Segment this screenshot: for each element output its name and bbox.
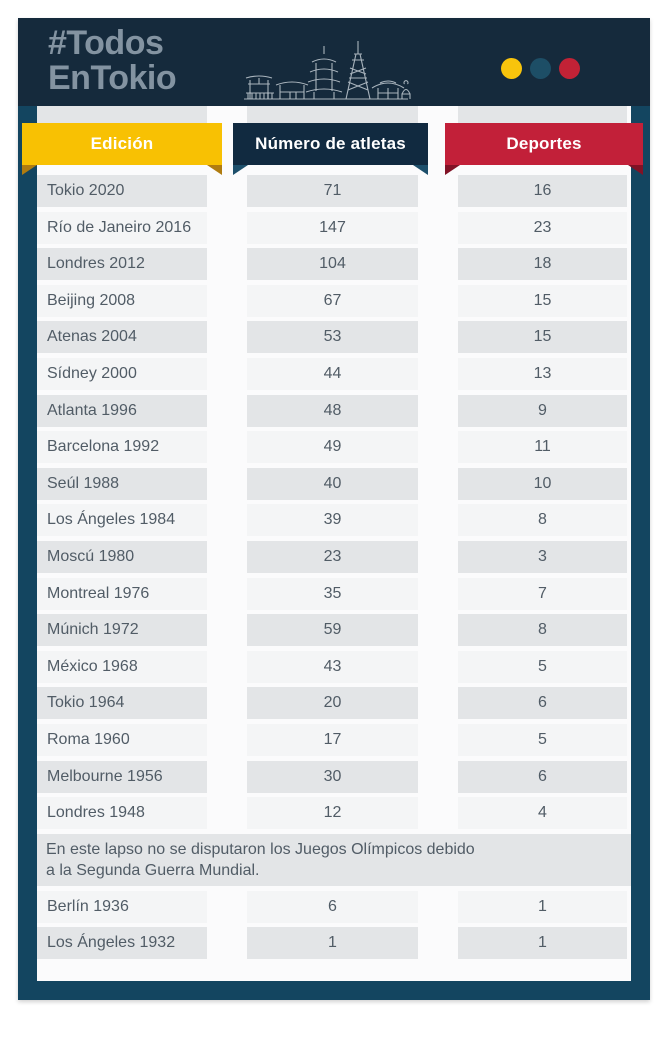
sports-cell: 7 [458,578,627,610]
ribbon-fold-icon [233,165,248,175]
table-row [37,212,631,244]
athletes-cell: 30 [247,761,418,793]
table-row [37,395,631,427]
table-row [37,687,631,719]
yellow-dot-icon [501,58,522,79]
table-row [37,541,631,573]
athletes-cell: 71 [247,175,418,207]
edition-cell: Barcelona 1992 [37,431,207,463]
title-line1: #Todos [48,24,164,62]
athletes-cell: 48 [247,395,418,427]
table-row [37,468,631,500]
ribbon-fold-icon [22,165,37,175]
sports-cell: 15 [458,321,627,353]
table-row [37,358,631,390]
sports-cell: 1 [458,891,627,923]
edition-cell: Atlanta 1996 [37,395,207,427]
table-body [37,106,631,981]
infographic-card [18,18,650,1000]
sports-cell: 16 [458,175,627,207]
sports-cell: 13 [458,358,627,390]
sports-cell: 3 [458,541,627,573]
table-row [37,614,631,646]
edition-cell: Río de Janeiro 2016 [37,212,207,244]
athletes-cell: 39 [247,504,418,536]
sports-cell: 23 [458,212,627,244]
edition-cell: Londres 2012 [37,248,207,280]
column-header-label: Edición [90,134,154,153]
column-header-edicion [22,123,222,165]
table-row [37,651,631,683]
sports-cell: 6 [458,687,627,719]
table-rows [37,175,631,964]
sports-cell: 6 [458,761,627,793]
wwii-note-row [37,834,631,886]
edition-cell: Montreal 1976 [37,578,207,610]
column-header-label: Deportes [506,134,582,153]
sports-cell: 10 [458,468,627,500]
athletes-cell: 53 [247,321,418,353]
table-row [37,891,631,923]
edition-cell: Roma 1960 [37,724,207,756]
red-dot-icon [559,58,580,79]
table-row [37,248,631,280]
column-header-atletas [233,123,428,165]
table-row [37,724,631,756]
sports-cell: 1 [458,927,627,959]
athletes-cell: 147 [247,212,418,244]
athletes-cell: 44 [247,358,418,390]
athletes-cell: 35 [247,578,418,610]
table-row [37,285,631,317]
athletes-cell: 20 [247,687,418,719]
blue-dot-icon [530,58,551,79]
athletes-cell: 67 [247,285,418,317]
sports-cell: 5 [458,651,627,683]
athletes-cell: 23 [247,541,418,573]
sports-cell: 11 [458,431,627,463]
athletes-cell: 43 [247,651,418,683]
athletes-cell: 59 [247,614,418,646]
edition-cell: Londres 1948 [37,797,207,829]
edition-cell: Beijing 2008 [37,285,207,317]
athletes-cell: 40 [247,468,418,500]
column-header-deportes [445,123,643,165]
sports-cell: 8 [458,504,627,536]
sports-cell: 4 [458,797,627,829]
edition-cell: Sídney 2000 [37,358,207,390]
athletes-cell: 49 [247,431,418,463]
ribbon-fold-icon [445,165,460,175]
table-row [37,431,631,463]
sports-cell: 9 [458,395,627,427]
athletes-cell: 1 [247,927,418,959]
table-row [37,578,631,610]
ribbon-fold-icon [628,165,643,175]
table-row [37,927,631,959]
edition-cell: Múnich 1972 [37,614,207,646]
edition-cell: Berlín 1936 [37,891,207,923]
sports-cell: 15 [458,285,627,317]
column-tab-atletas [247,106,418,123]
table-row [37,761,631,793]
tokyo-skyline-icon [240,40,412,102]
page-title [48,26,176,96]
edition-cell: Los Ángeles 1932 [37,927,207,959]
column-tab-deportes [458,106,627,123]
table-row [37,321,631,353]
athletes-cell: 12 [247,797,418,829]
edition-cell: Seúl 1988 [37,468,207,500]
edition-cell: Tokio 2020 [37,175,207,207]
edition-cell: Los Ángeles 1984 [37,504,207,536]
sports-cell: 8 [458,614,627,646]
edition-cell: México 1968 [37,651,207,683]
edition-cell: Melbourne 1956 [37,761,207,793]
column-header-label: Número de atletas [255,134,406,153]
edition-cell: Atenas 2004 [37,321,207,353]
ribbon-fold-icon [413,165,428,175]
table-row [37,797,631,829]
athletes-cell: 104 [247,248,418,280]
flag-dots [501,58,580,79]
title-line2: EnTokio [48,59,177,97]
header [18,18,650,106]
edition-cell: Tokio 1964 [37,687,207,719]
athletes-cell: 6 [247,891,418,923]
table-row [37,175,631,207]
table-row [37,504,631,536]
wwii-note-text: En este lapso no se disputaron los Juegos Olímpicos debido a la Segunda Guerra Mundial. [46,840,475,879]
ribbon-fold-icon [207,165,222,175]
sports-cell: 5 [458,724,627,756]
athletes-cell: 17 [247,724,418,756]
column-tab-edicion [37,106,207,123]
sports-cell: 18 [458,248,627,280]
edition-cell: Moscú 1980 [37,541,207,573]
